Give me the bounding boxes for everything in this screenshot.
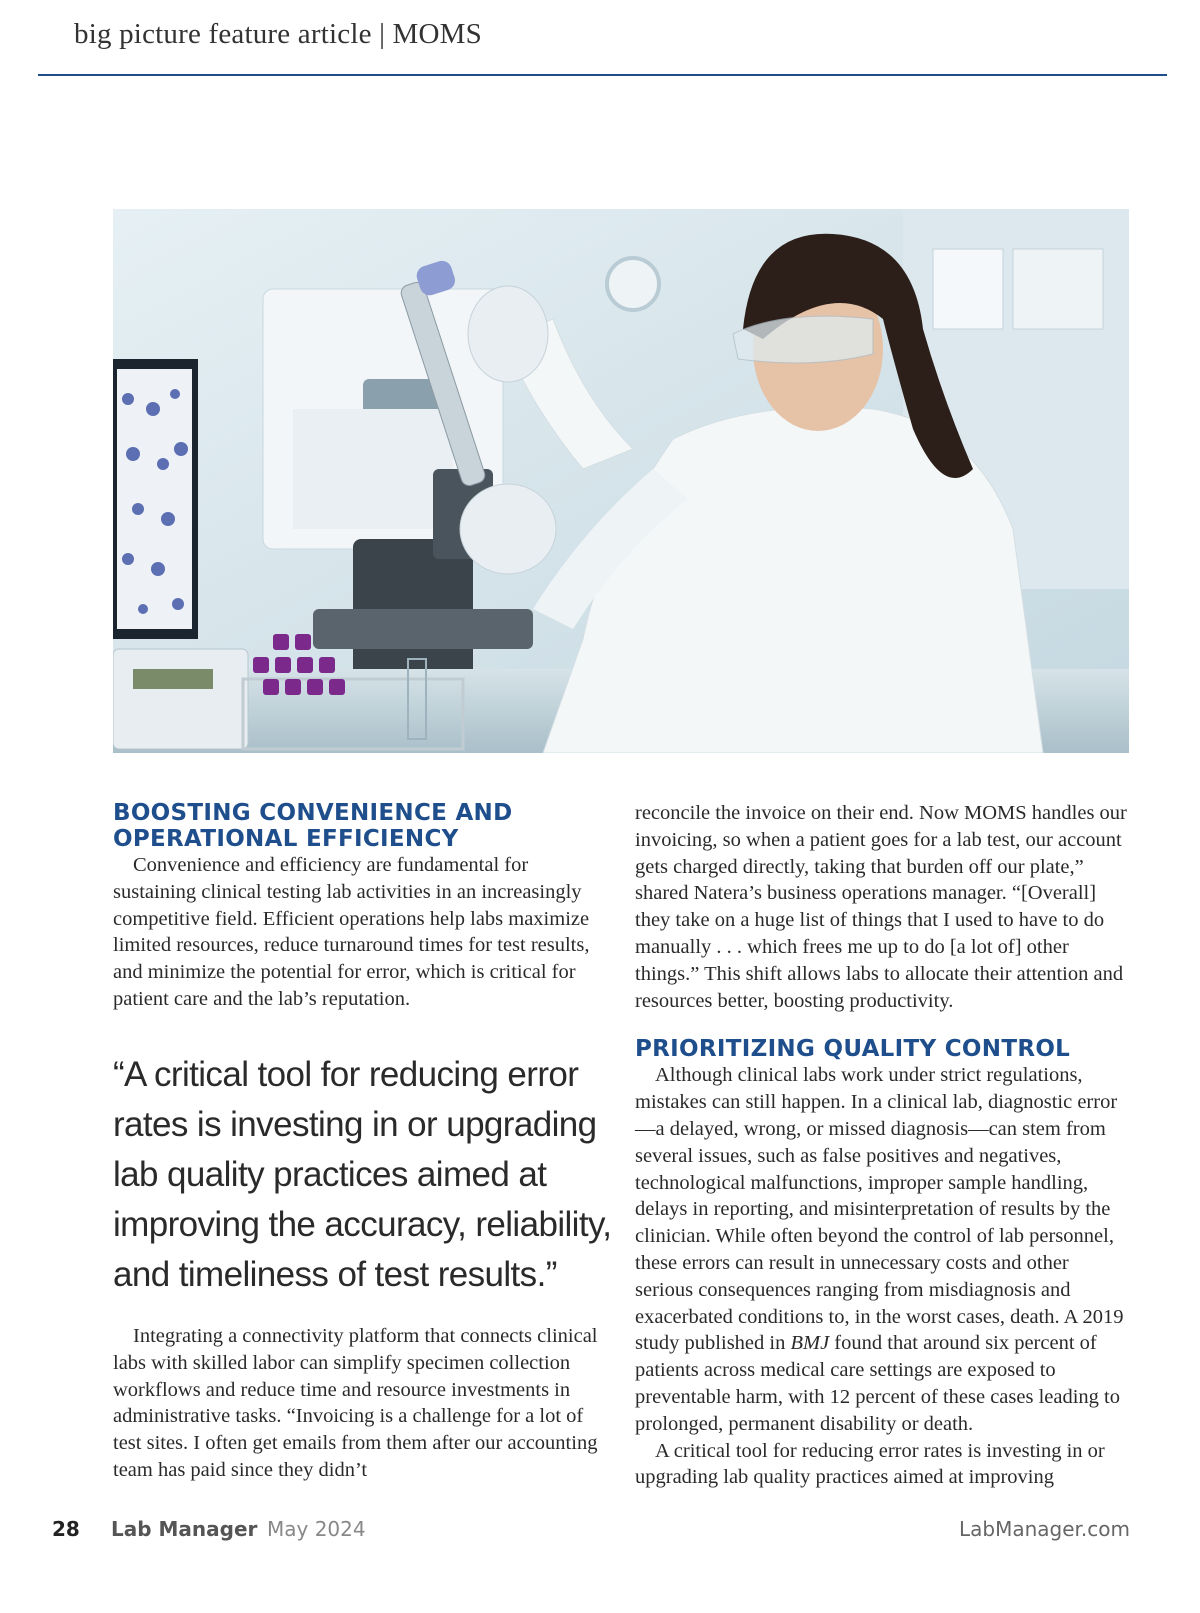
left-column: [113, 800, 608, 1013]
website-link[interactable]: LabManager.com: [959, 1517, 1130, 1541]
lab-scientist-photo: [113, 209, 1129, 753]
page-number: 28: [52, 1517, 80, 1541]
paragraph-diagnostic-error-part2: found that around six percent of patients across medical care settings are exposed to preventable harm, with 12 percent of these cases leading to prolonged, permanent disability or death.: [635, 1332, 1120, 1435]
paragraph-convenience: Convenience and efficiency are fundamental for sustaining clinical testing lab activities in an increasingly competitive field. Efficient operations help labs maximize limited resources, reduce turnaround times for test results, and minimize the potential for error, which is critical for patient care and the lab’s reputation.: [113, 854, 590, 1010]
paragraph-connectivity: Integrating a connectivity platform that connects clinical labs with skilled labor can simplify specimen collection workflows and reduce time and resource investments in administrative tasks. “Invoicing is a challenge for a lot of test sites. I often get emails from them after our accounting team has paid since they didn’t: [113, 1325, 598, 1481]
magazine-name: Lab Manager: [111, 1517, 258, 1541]
issue-date: May 2024: [267, 1517, 366, 1541]
journal-name: BMJ: [790, 1332, 830, 1355]
heading-boosting-convenience: BOOSTING CONVENIENCE AND OPERATIONAL EFFICIENCY: [113, 800, 513, 852]
section-header: big picture feature article | MOMS: [74, 18, 482, 50]
pull-quote: “A critical tool for reducing error rates is investing in or upgrading lab quality practices aimed at improving the accuracy, reliability, and timeliness of test results.”: [113, 1055, 612, 1294]
paragraph-diagnostic-error: [635, 1062, 1130, 1437]
paragraph-critical-tool: A critical tool for reducing error rates is investing in or upgrading lab quality practices aimed at improving: [635, 1439, 1105, 1489]
header-rule: [38, 74, 1167, 76]
right-column: [635, 800, 1130, 1491]
paragraph-invoicing: reconcile the invoice on their end. Now MOMS handles our invoicing, so when a patient goes for a lab test, our account gets charged directly, taking that burden off our plate,” shared Natera’s business operations manager. “[Overall] they take on a huge list of things that I used to have to do manually . . . which frees me up to do [a lot of] other things.” This shift allows labs to allocate their attention and resources better, boosting productivity.: [635, 802, 1127, 1012]
heading-quality-control: PRIORITIZING QUALITY CONTROL: [635, 1036, 1071, 1063]
lab-photo-illustration: [113, 209, 1129, 753]
paragraph-diagnostic-error-part1: Although clinical labs work under strict regulations, mistakes can still happen. In a clinical lab, diagnostic error—a delayed, wrong, or missed diagnosis—can stem from several issues, such as false positives and negatives, technological malfunctions, improper sample handling, delays in reporting, and misinterpretation of results by the clinician. While often beyond the control of lab personnel, these errors can result in unnecessary costs and other serious consequences ranging from misdiagnosis and exacerbated conditions to, in the worst cases, death. A 2019 study published in: [635, 1064, 1124, 1355]
left-column-bottom: [113, 1323, 608, 1484]
page-footer: [0, 1517, 1200, 1547]
